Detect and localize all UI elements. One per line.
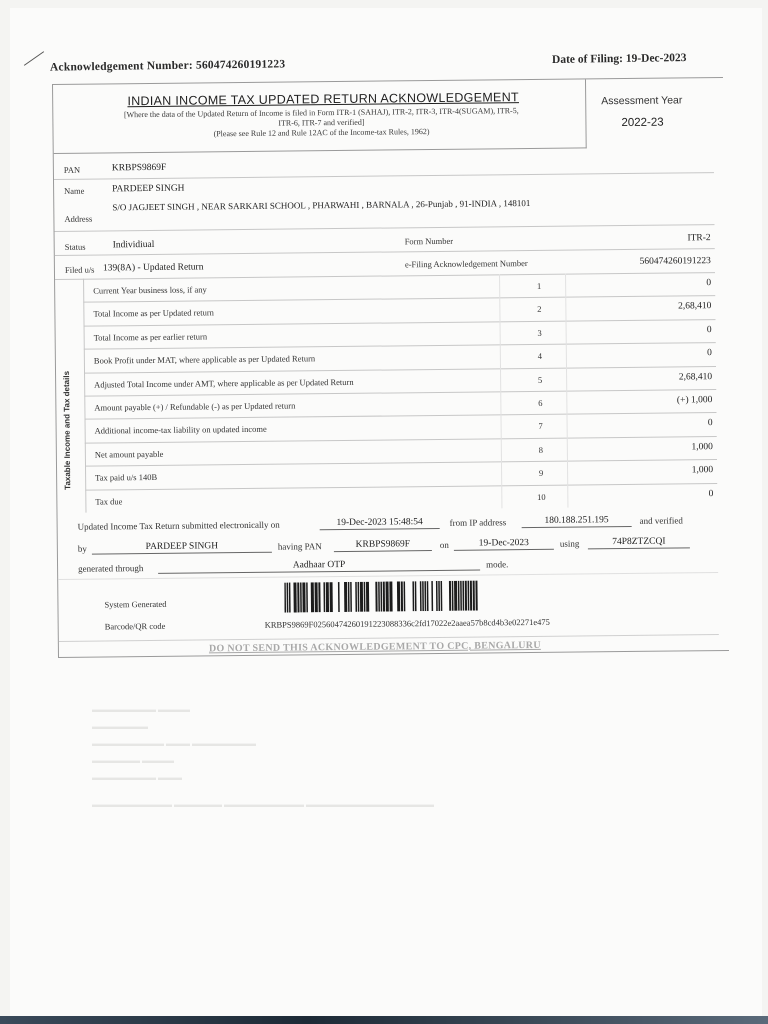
row-amount: 0	[706, 278, 712, 289]
barcode-bar	[348, 582, 350, 612]
subtext-line-3: (Please see Rule 12 and Rule 12AC of the Income-tax Rules, 1962)	[213, 127, 430, 139]
ack-label: Acknowledgement Number:	[49, 59, 193, 74]
barcode-bar	[306, 582, 308, 612]
barcode-bar	[441, 581, 443, 611]
barcode-bar	[326, 582, 329, 612]
barcode-bar	[350, 582, 352, 612]
barcode-bar	[397, 581, 400, 611]
barcode-bar	[401, 581, 403, 611]
barcode-bar	[338, 582, 340, 612]
assessment-year-label: Assessment Year	[601, 94, 683, 108]
row-number: 3	[537, 327, 542, 338]
barcode-bar	[438, 581, 440, 611]
section-label: Taxable Income and Tax details	[62, 370, 73, 490]
ack-number: 560474260191223	[195, 58, 286, 72]
verification-text-8: generated through	[78, 563, 144, 574]
pan-value: KRBPS9869F	[111, 162, 167, 174]
barcode-bar	[302, 582, 305, 612]
bleed-through-text: ▬▬▬▬▬▬▬▬▬ ▬▬▬ ▬▬▬▬▬▬▬▬	[92, 739, 256, 748]
barcode-bar	[468, 581, 470, 611]
barcode-bar	[318, 582, 320, 612]
barcode-bar	[293, 582, 296, 612]
status-value: Individiual	[112, 239, 155, 251]
barcode-bar	[366, 582, 369, 612]
date-of-filing-line	[552, 52, 687, 66]
barcode-bar	[364, 582, 366, 612]
barcode-bar	[431, 581, 433, 611]
row-description: Book Profit under MAT, where applicable as per Updated Return	[93, 353, 316, 366]
barcode-bar	[458, 581, 460, 611]
barcode-bar	[436, 581, 438, 611]
row-number: 5	[537, 374, 543, 385]
row-amount: 2,68,410	[678, 301, 712, 312]
row-description: Tax due	[95, 495, 123, 507]
efiling-value: 560474260191223	[639, 256, 711, 267]
barcode-bar	[465, 581, 467, 611]
barcode-bar	[404, 581, 406, 611]
verification-code: 74P8ZTZCQI	[588, 535, 690, 549]
barcode-bar	[475, 581, 477, 611]
barcode-bar	[473, 581, 475, 611]
verification-text-9: mode.	[486, 559, 509, 570]
date-label: Date of Filing:	[551, 52, 623, 66]
row-amount: 1,000	[691, 465, 714, 476]
row-number: 6	[538, 397, 543, 408]
row-number: 8	[538, 444, 544, 455]
barcode-bar	[300, 582, 302, 612]
row-number: 4	[537, 351, 543, 362]
barcode-bar	[449, 581, 451, 611]
row-description: Tax paid u/s 140B	[95, 472, 158, 483]
page-title: INDIAN INCOME TAX UPDATED RETURN ACKNOWLEDGEMENT	[127, 90, 520, 109]
barcode-bar	[330, 582, 333, 612]
verification-text-6: on	[439, 539, 449, 550]
verification-text-7: using	[559, 538, 580, 549]
barcode-bar	[284, 583, 286, 613]
barcode-bar	[315, 582, 318, 612]
barcode-bar	[383, 582, 385, 612]
footer-note: DO NOT SEND THIS ACKNOWLEDGEMENT TO CPC, BENGALURU	[208, 639, 541, 655]
address-value: S/O JAGJEET SINGH , NEAR SARKARI SCHOOL , PHARWAHI , BARNALA , 26-Punjab , 91-INDIA , 148101	[112, 197, 531, 213]
row-amount: 1,000	[691, 441, 713, 453]
bleed-through-text: ▬▬▬▬▬▬▬	[92, 722, 148, 731]
barcode-bar	[380, 582, 382, 612]
bleed-through-text: ▬▬▬▬▬▬▬▬ ▬▬▬▬	[92, 705, 190, 714]
verified-on: 19-Dec-2023	[454, 537, 554, 551]
barcode-label-2: Barcode/QR code	[104, 620, 166, 632]
barcode-bar	[386, 582, 389, 612]
barcode-bar	[415, 581, 417, 611]
verification-text-4: by	[77, 543, 87, 554]
row-number: 9	[538, 468, 544, 479]
barcode-bar	[424, 581, 426, 611]
barcode-label-1: System Generated	[104, 598, 167, 610]
barcode-bar	[452, 581, 454, 611]
barcode-bar	[427, 581, 429, 611]
barcode-bar	[323, 582, 325, 612]
barcode-bar	[420, 581, 422, 611]
row-amount: 0	[708, 488, 714, 499]
barcode-bar	[462, 581, 464, 611]
verified-pan: KRBPS9869F	[334, 538, 432, 552]
row-amount: 2,68,410	[678, 371, 713, 383]
barcode-bar	[422, 581, 424, 611]
bleed-through-text: ▬▬▬▬▬▬ ▬▬▬▬	[92, 756, 174, 765]
verification-text-5: having PAN	[277, 541, 322, 552]
address-label: Address	[64, 213, 93, 224]
verification-text-3: and verified	[639, 515, 683, 526]
row-number: 2	[537, 304, 542, 315]
row-amount: 0	[707, 348, 712, 359]
submitted-on: 19-Dec-2023 15:48:54	[320, 516, 440, 530]
name-label: Name	[64, 185, 85, 196]
barcode-bar	[454, 581, 457, 611]
efiling-label: e-Filing Acknowledgement Number	[404, 258, 528, 270]
barcode-bar	[355, 582, 357, 612]
assessment-year-value: 2022-23	[621, 116, 664, 130]
filed-label: Filed u/s	[64, 264, 95, 275]
barcode-bar	[375, 582, 377, 612]
row-description: Amount payable (+) / Refundable (-) as per Updated return	[94, 400, 296, 413]
row-description: Adjusted Total Income under AMT, where applicable as per Updated Return	[94, 376, 354, 390]
barcode-bar	[460, 581, 462, 611]
row-amount: 0	[707, 418, 713, 429]
barcode-bar	[378, 582, 380, 612]
bottom-edge	[0, 1016, 768, 1024]
barcode-bar	[344, 582, 347, 612]
ip-address: 180.188.251.195	[522, 514, 632, 528]
row-amount: (+) 1,000	[676, 395, 713, 406]
row-description: Current Year business loss, if any	[93, 284, 207, 296]
verified-by: PARDEEP SINGH	[92, 540, 272, 555]
bleed-through-text: ▬▬▬▬▬▬▬▬ ▬▬▬	[92, 773, 182, 782]
name-value: PARDEEP SINGH	[112, 183, 185, 195]
barcode-bar	[470, 581, 472, 611]
form-number-value: ITR-2	[687, 233, 711, 244]
row-number: 7	[538, 421, 543, 432]
barcode-text: KRBPS9869F02560474260191223088336c2fd17022e2aaea57b8cd4b3e02271e475	[264, 616, 550, 630]
filed-value: 139(8A) - Updated Return	[102, 262, 204, 274]
barcode-bar	[297, 582, 299, 612]
row-description: Total Income as per Updated return	[93, 307, 214, 319]
pan-label: PAN	[63, 164, 81, 175]
row-number: 10	[537, 491, 546, 502]
status-label: Status	[64, 241, 86, 252]
verification-method: Aadhaar OTP	[158, 558, 480, 574]
bleed-through-text: ▬▬▬▬▬▬▬▬▬▬ ▬▬▬▬▬▬ ▬▬▬▬▬▬▬▬▬▬ ▬▬▬▬▬▬▬▬▬▬▬▬▬▬▬▬	[92, 800, 434, 809]
barcode-bar	[311, 582, 314, 612]
title-box	[53, 79, 587, 154]
acknowledgement-form	[52, 77, 729, 658]
row-number: 1	[536, 280, 542, 291]
row-amount: 0	[706, 324, 712, 335]
row-description: Additional income-tax liability on updated income	[94, 424, 267, 436]
barcode-image	[284, 581, 480, 613]
barcode-bar	[287, 583, 289, 613]
barcode-bar	[412, 581, 414, 611]
verification-text-1: Updated Income Tax Return submitted electronically on	[77, 519, 280, 532]
row-description: Total Income as per earlier return	[93, 331, 208, 343]
barcode-bar	[289, 583, 291, 613]
verification-text-2: from IP address	[449, 517, 507, 528]
barcode-bar	[358, 582, 360, 612]
title-subtext	[61, 105, 581, 140]
form-number-label: Form Number	[404, 235, 454, 247]
subtext-line-2: ITR-6, ITR-7 and verified]	[278, 117, 365, 128]
barcode-bar	[360, 582, 363, 612]
row-description: Net amount payable	[94, 448, 164, 460]
subtext-line-1: [Where the data of the Updated Return of Income is filed in Form ITR-1 (SAHAJ), ITR-2, ITR-3, ITR-4(SUGAM), ITR-5,	[123, 106, 519, 120]
date-value: 19-Dec-2023	[625, 52, 687, 65]
barcode-bar	[389, 581, 392, 611]
